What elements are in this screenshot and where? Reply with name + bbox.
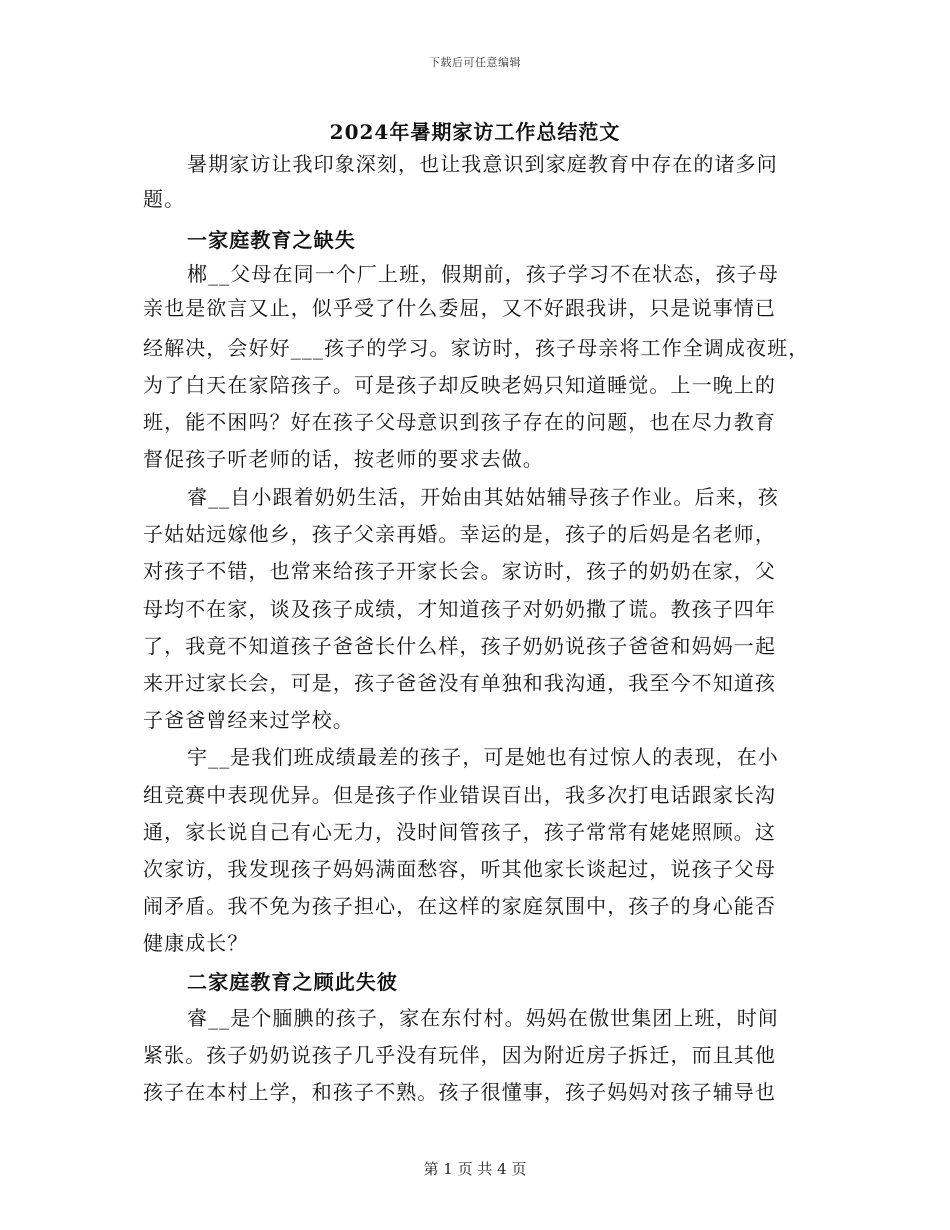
paragraph-line: 健康成长？ [143,931,249,955]
paragraph-line: 次家访，我发现孩子妈妈满面愁容，听其他家长谈起过，说孩子父母 [143,857,776,881]
paragraph-line: 组竞赛中表现优异。但是孩子作业错误百出，我多次打电话跟家长沟 [143,783,776,807]
paragraph-line: 了，我竟不知道孩子爸爸长什么样，孩子奶奶说孩子爸爸和妈妈一起 [143,634,776,658]
paragraph-line: 孩子在本村上学，和孩子不熟。孩子很懂事，孩子妈妈对孩子辅导也 [143,1080,776,1104]
document-title: 2024年暑期家访工作总结范文 [329,120,621,144]
paragraph-line: 母均不在家，谈及孩子成绩，才知道孩子对奶奶撒了谎。教孩子四年 [143,597,776,621]
page-number: 第 1 页 共 4 页 [423,1160,527,1178]
paragraph-line: 通，家长说自己有心无力，没时间管孩子，孩子常常有姥姥照顾。这 [143,820,776,844]
paragraph-line: 暑期家访让我印象深刻，也让我意识到家庭教育中存在的诸多问 [187,152,778,176]
section-heading: 二家庭教育之顾此失彼 [187,970,398,994]
paragraph-line: 班，能不困吗？好在孩子父母意识到孩子存在的问题，也在尽力教育 [143,410,776,434]
paragraph-line: 郴__父母在同一个厂上班，假期前，孩子学习不在状态，孩子母 [187,262,779,286]
paragraph-line: 睿__是个腼腆的孩子，家在东付村。妈妈在傲世集团上班，时间 [187,1006,779,1030]
paragraph-line: 宇__是我们班成绩最差的孩子，可是她也有过惊人的表现，在小 [187,745,779,769]
paragraph-line: 子爸爸曾经来过学校。 [143,708,354,732]
page-header-note: 下载后可任意编辑 [429,56,521,69]
paragraph-line: 睿__自小跟着奶奶生活，开始由其姑姑辅导孩子作业。后来，孩 [187,485,779,509]
paragraph-line: 为了白天在家陪孩子。可是孩子却反映老妈只知道睡觉。上一晚上的 [143,373,776,397]
section-heading: 一家庭教育之缺失 [187,228,356,252]
paragraph-line: 对孩子不错，也常来给孩子开家长会。家访时，孩子的奶奶在家，父 [143,559,776,583]
paragraph-line: 题。 [143,187,186,211]
paragraph-line: 闹矛盾。我不免为孩子担心，在这样的家庭氛围中，孩子的身心能否 [143,894,776,918]
paragraph-line: 紧张。孩子奶奶说孩子几乎没有玩伴，因为附近房子拆迁，而且其他 [143,1043,776,1067]
paragraph-line: 经解决，会好好___孩子的学习。家访时，孩子母亲将工作全调成夜班， [143,336,810,360]
paragraph-line: 子姑姑远嫁他乡，孩子父亲再婚。幸运的是，孩子的后妈是名老师， [143,522,776,546]
paragraph-line: 督促孩子听老师的话，按老师的要求去做。 [143,447,544,471]
paragraph-line: 来开过家长会，可是，孩子爸爸没有单独和我沟通，我至今不知道孩 [143,671,776,695]
paragraph-line: 亲也是欲言又止，似乎受了什么委屈，又不好跟我讲，只是说事情已 [143,296,776,320]
